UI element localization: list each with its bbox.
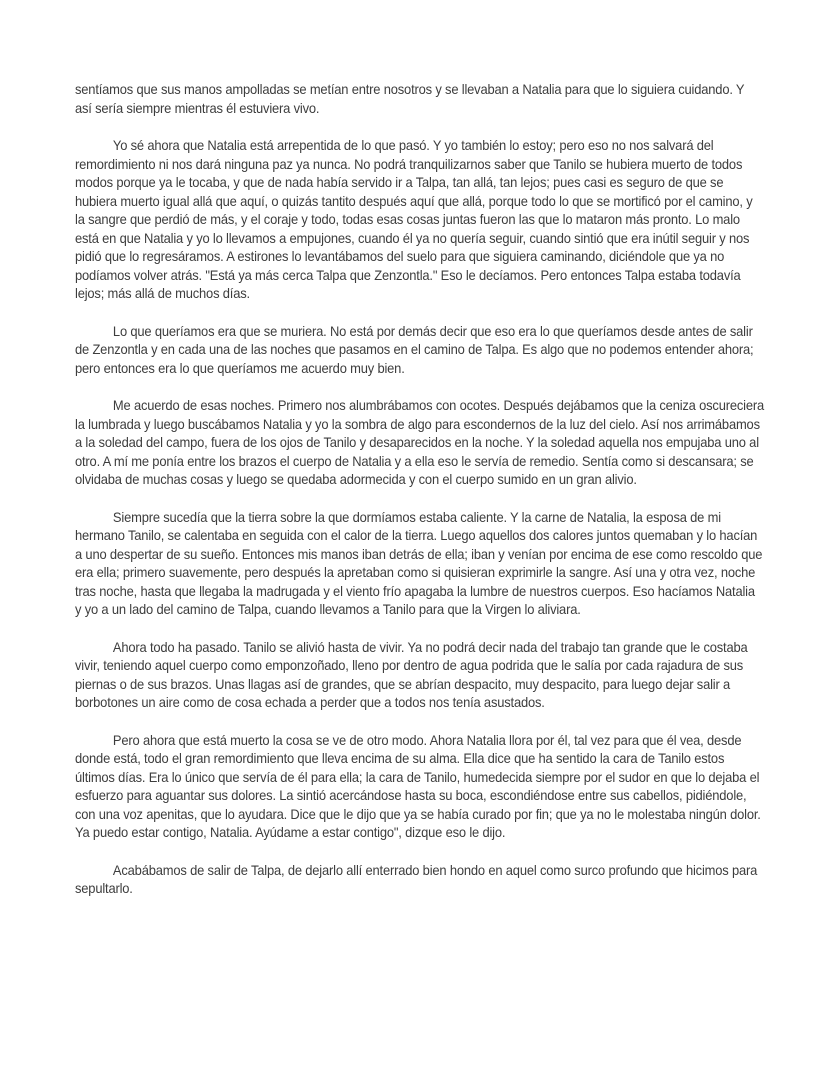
paragraph: Pero ahora que está muerto la cosa se ve de otro modo. Ahora Natalia llora por él, tal vez para que él vea, desde donde está, todo el gran remordimiento que lleva encima de su alma. Ella dice que ha sentido la cara de Tanilo estos últimos días. Era lo único que servía de él para ella; la cara de Tanilo, humedecida siempre por el sudor en que lo dejaba el esfuerzo para aguantar sus dolores. La sintió acercándose hasta su boca, escondiéndose entre sus cabellos, pidiéndole, con una voz apenitas, que lo ayudara. Dice que le dijo que ya se había curado por fin; que ya no le molestaba ningún dolor. Ya puedo estar contigo, Natalia. Ayúdame a estar contigo", dizque eso le dijo. [75, 731, 761, 840]
paragraph: sentíamos que sus manos ampolladas se metían entre nosotros y se llevaban a Natalia para que lo siguiera cuidando. Y así sería siempre mientras él estuviera vivo. [75, 81, 745, 116]
paragraph: Acabábamos de salir de Talpa, de dejarlo allí enterrado bien hondo en aquel como surco profundo que hicimos para sepultarlo. [75, 861, 758, 896]
paragraph: Yo sé ahora que Natalia está arrepentida de lo que pasó. Y yo también lo estoy; pero eso no nos salvará del remordimiento ni nos dará ninguna paz ya nunca. No podrá tranquilizarnos saber que Tanilo se hubiera muerto de todos modos porque ya le tocaba, y que de nada había servido ir a Talpa, tan allá, tan lejos; pues casi es seguro de que se hubiera muerto igual allá que aquí, o quizás tantito después aquí que allá, porque todo lo que se mortificó por el camino, y la sangre que perdió de más, y el coraje y todo, todas esas cosas juntas fueron las que lo mataron más pronto. Lo malo está en que Natalia y yo lo llevamos a empujones, cuando él ya no quería seguir, cuando sintió que era inútil seguir y nos pidió que lo regresáramos. A estirones lo levantábamos del suelo para que siguiera caminando, diciéndole que ya no podíamos volver atrás. "Está ya más cerca Talpa que Zenzontla." Eso le decíamos. Pero entonces Talpa estaba todavía lejos; más allá de muchos días. [75, 137, 753, 301]
paragraph: Siempre sucedía que la tierra sobre la que dormíamos estaba caliente. Y la carne de Natalia, la esposa de mi hermano Tanilo, se calentaba en seguida con el calor de la tierra. Luego aquellos dos calores juntos quemaban y lo hacían a uno despertar de su sueño. Entonces mis manos iban detrás de ella; iban y venían por encima de ese como rescoldo que era ella; primero suavemente, pero después la apretaban como si quisieran exprimirle la sangre. Así una y otra vez, noche tras noche, hasta que llegaba la madrugada y el viento frío apagaba la lumbre de nuestros cuerpos. Eso hacíamos Natalia y yo a un lado del camino de Talpa, cuando llevamos a Tanilo para que la Virgen lo aliviara. [75, 508, 763, 617]
text-block [75, 80, 764, 917]
paragraph: Lo que queríamos era que se muriera. No está por demás decir que eso era lo que queríamos desde antes de salir de Zenzontla y en cada una de las noches que pasamos en el camino de Talpa. Es algo que no podemos entender ahora; pero entonces era lo que queríamos me acuerdo muy bien. [75, 322, 754, 376]
paragraph: Ahora todo ha pasado. Tanilo se alivió hasta de vivir. Ya no podrá decir nada del trabajo tan grande que le costaba vivir, teniendo aquel cuerpo como emponzoñado, lleno por dentro de agua podrida que le salía por cada rajadura de sus piernas o de sus brazos. Unas llagas así de grandes, que se abrían despacito, muy despacito, para luego dejar salir a borbotones un aire como de cosa echada a perder que a todos nos tenía asustados. [75, 638, 748, 710]
paragraph: Me acuerdo de esas noches. Primero nos alumbrábamos con ocotes. Después dejábamos que la ceniza oscureciera la lumbrada y luego buscábamos Natalia y yo la sombra de algo para escondernos de la luz del cielo. Así nos arrimábamos a la soledad del campo, fuera de los ojos de Tanilo y desaparecidos en la noche. Y la soledad aquella nos empujaba uno al otro. A mí me ponía entre los brazos el cuerpo de Natalia y a ella eso le servía de remedio. Sentía como si descansara; se olvidaba de muchas cosas y luego se quedaba adormecida y con el cuerpo sumido en un gran alivio. [75, 397, 765, 487]
